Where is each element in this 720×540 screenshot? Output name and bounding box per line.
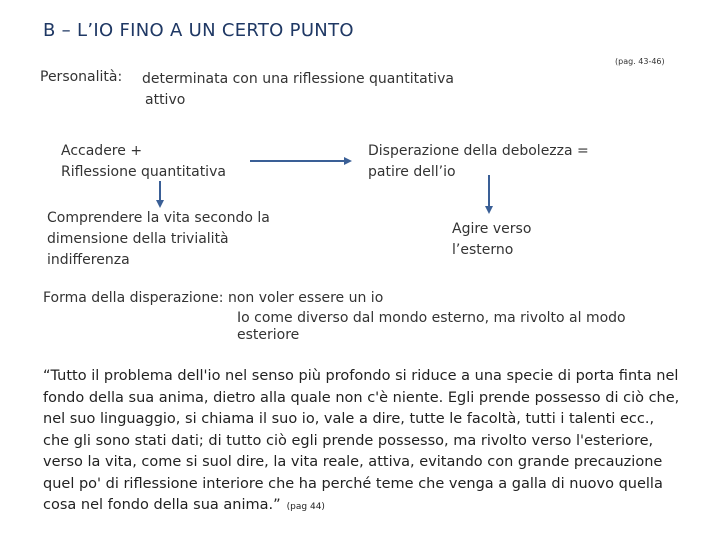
disperazione-line2: patire dell’io: [368, 164, 456, 180]
slide-title: B – L’IO FINO A UN CERTO PUNTO: [43, 20, 354, 41]
disperazione-line1: Disperazione della debolezza =: [368, 143, 589, 159]
personalita-label: Personalità:: [40, 69, 123, 85]
forma-line2: Io come diverso dal mondo esterno, ma rivolto al modo: [237, 310, 626, 326]
agire-line2: l’esterno: [452, 242, 514, 258]
forma-line3: esteriore: [237, 327, 300, 343]
agire-line1: Agire verso: [452, 221, 532, 237]
comprendere-line1: Comprendere la vita secondo la: [47, 210, 270, 226]
comprendere-line3: indifferenza: [47, 252, 130, 268]
quote-text: “Tutto il problema dell'io nel senso più profondo si riduce a una specie di porta finta nel fondo della sua anima, dietro alla quale non c'è niente. Egli prende possesso di ciò che, nel suo linguaggio, si chiama il suo io, vale a dire, tutte le facoltà, tutti i talenti ecc., che gli sono stati dati; di tutto ciò egli prende possesso, ma rivolto verso l'esteriore, verso la vita, come si suol dire, la vita reale, attiva, evitando con grande precauzione quel po' di riflessione interiore che ha perché teme che venga a galla di nuovo quella cosa nel fondo della sua anima.”: [43, 368, 680, 513]
forma-line1: Forma della disperazione: non voler essere un io: [43, 290, 384, 306]
page-reference: (pag. 43-46): [615, 57, 665, 66]
quote-page-ref: (pag 44): [286, 502, 325, 512]
accadere-line1: Accadere +: [61, 143, 143, 159]
personalita-attivo: attivo: [145, 92, 186, 108]
accadere-line2: Riflessione quantitativa: [61, 164, 226, 180]
comprendere-line2: dimensione della trivialità: [47, 231, 229, 247]
personalita-description: determinata con una riflessione quantitativa: [142, 71, 454, 87]
